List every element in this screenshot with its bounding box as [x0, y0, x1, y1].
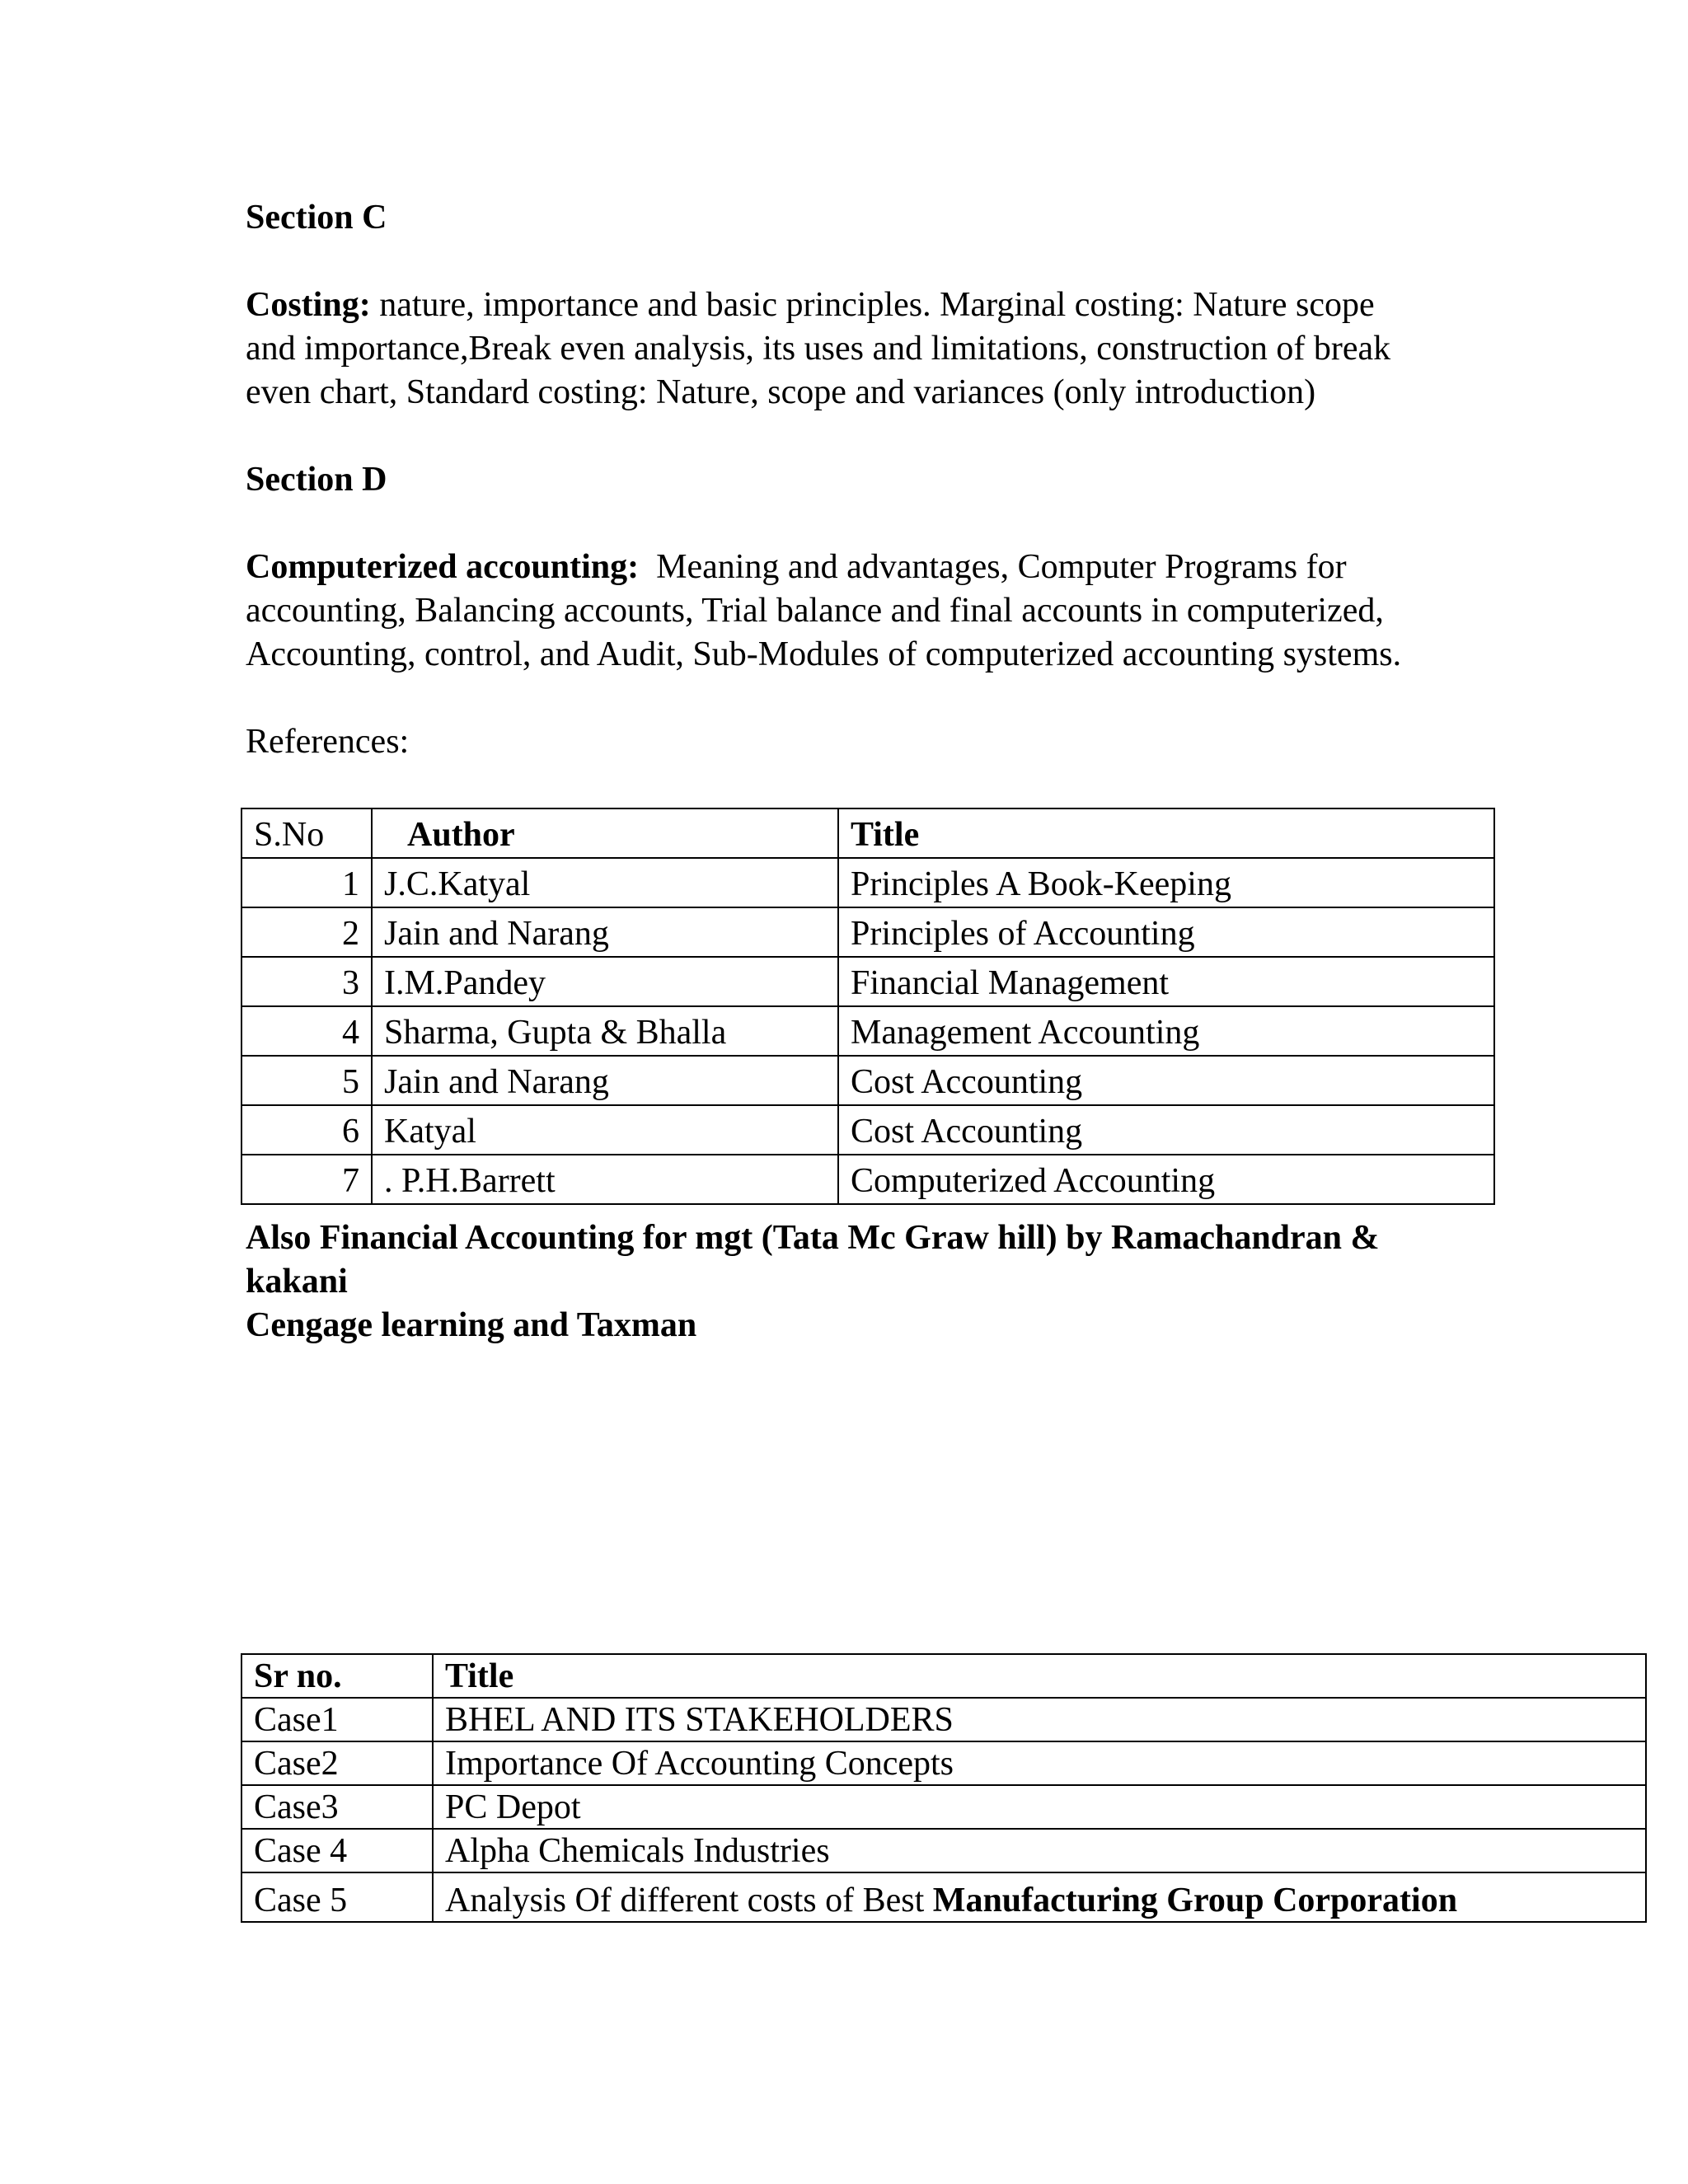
reference-author: J.C.Katyal	[372, 858, 838, 907]
reference-sno: 3	[241, 957, 372, 1006]
reference-sno: 4	[241, 1006, 372, 1056]
reference-sno: 5	[241, 1056, 372, 1105]
reference-title: Principles A Book-Keeping	[838, 858, 1494, 907]
case-sr: Case3	[241, 1785, 433, 1829]
reference-title: Computerized Accounting	[838, 1155, 1494, 1204]
reference-title: Cost Accounting	[838, 1056, 1494, 1105]
section-d-heading: Section D	[246, 461, 387, 499]
section-c-paragraph	[246, 284, 1531, 415]
reference-author: Katyal	[372, 1105, 838, 1155]
case-title: Importance Of Accounting Concepts	[433, 1741, 1646, 1785]
reference-title: Financial Management	[838, 957, 1494, 1006]
references-header-row	[241, 808, 1494, 858]
reference-sno: 6	[241, 1105, 372, 1155]
also-line-3: Cengage learning and Taxman	[246, 1306, 697, 1344]
case-sr: Case 5	[241, 1872, 433, 1922]
section-d-line-1	[246, 546, 1531, 589]
section-d-line-3: Accounting, control, and Audit, Sub-Modules of computerized accounting systems.	[246, 635, 1402, 673]
cases-table	[241, 1653, 1647, 1923]
reference-author: I.M.Pandey	[372, 957, 838, 1006]
case-title: BHEL AND ITS STAKEHOLDERS	[433, 1698, 1646, 1741]
table-row	[241, 1105, 1494, 1155]
references-header-sno: S.No	[241, 808, 372, 858]
section-c-lead: Costing:	[246, 286, 371, 324]
table-row	[241, 1829, 1646, 1872]
case-title: PC Depot	[433, 1785, 1646, 1829]
reference-sno: 7	[241, 1155, 372, 1204]
table-row	[241, 1056, 1494, 1105]
references-header-author-text: Author	[407, 816, 515, 854]
table-row	[241, 1698, 1646, 1741]
section-d-lead: Computerized accounting:	[246, 548, 640, 586]
table-row	[241, 1006, 1494, 1056]
also-note	[246, 1216, 1531, 1347]
table-row	[241, 957, 1494, 1006]
reference-title: Management Accounting	[838, 1006, 1494, 1056]
table-row	[241, 858, 1494, 907]
table-row	[241, 1785, 1646, 1829]
table-row	[241, 1872, 1646, 1922]
section-d-line-1-text: Meaning and advantages, Computer Programs for	[639, 548, 1347, 586]
table-row	[241, 1741, 1646, 1785]
section-d-line-2: accounting, Balancing accounts, Trial balance and final accounts in computerized,	[246, 592, 1384, 630]
section-d-paragraph	[246, 546, 1531, 677]
section-c-line-3: even chart, Standard costing: Nature, scope and variances (only introduction)	[246, 373, 1316, 411]
case-sr: Case1	[241, 1698, 433, 1741]
reference-sno: 2	[241, 907, 372, 957]
cases-header-title: Title	[433, 1654, 1646, 1698]
reference-author: Jain and Narang	[372, 1056, 838, 1105]
references-table	[241, 808, 1495, 1205]
also-line-2: kakani	[246, 1263, 348, 1301]
reference-title: Cost Accounting	[838, 1105, 1494, 1155]
section-c-line-2: and importance,Break even analysis, its uses and limitations, construction of break	[246, 330, 1391, 368]
also-line-1: Also Financial Accounting for mgt (Tata Mc Graw hill) by Ramachandran &	[246, 1219, 1380, 1257]
cases-header-sr: Sr no.	[241, 1654, 433, 1698]
table-row	[241, 1155, 1494, 1204]
case-title-bold: Manufacturing Group Corporation	[932, 1882, 1458, 1919]
case-sr: Case2	[241, 1741, 433, 1785]
case-title: Alpha Chemicals Industries	[433, 1829, 1646, 1872]
reference-sno: 1	[241, 858, 372, 907]
section-c-heading: Section C	[246, 199, 387, 237]
reference-author: Jain and Narang	[372, 907, 838, 957]
reference-author: Sharma, Gupta & Bhalla	[372, 1006, 838, 1056]
references-header-author	[372, 808, 838, 858]
cases-header-row	[241, 1654, 1646, 1698]
table-row	[241, 907, 1494, 957]
section-c-line-1-text: nature, importance and basic principles. Marginal costing: Nature scope	[370, 286, 1375, 324]
references-label: References:	[246, 723, 410, 761]
case-title-plain: Analysis Of different costs of Best	[445, 1882, 933, 1919]
reference-author: . P.H.Barrett	[372, 1155, 838, 1204]
section-c-line-1	[246, 284, 1531, 327]
case-title	[433, 1872, 1646, 1922]
references-header-title: Title	[838, 808, 1494, 858]
case-sr: Case 4	[241, 1829, 433, 1872]
reference-title: Principles of Accounting	[838, 907, 1494, 957]
